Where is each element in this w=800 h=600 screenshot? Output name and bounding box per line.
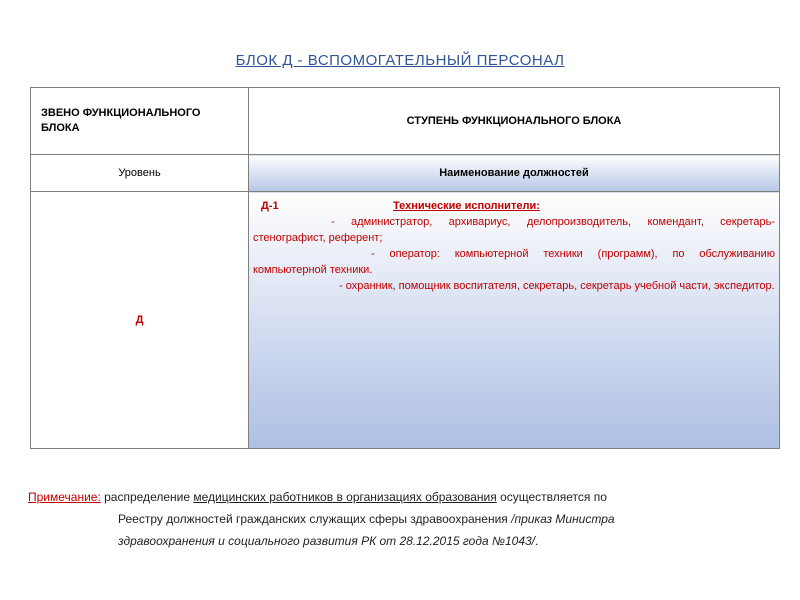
header-cell-stage: СТУПЕНЬ ФУНКЦИОНАЛЬНОГО БЛОКА [249,88,780,155]
positions-table [30,87,780,449]
table-header-row [31,88,780,155]
note-label: Примечание: [28,490,101,504]
note-text: осуществляется по [496,490,607,504]
footnote [28,486,768,552]
note-text: здравоохранения и социального развития РК от 28.12.2015 года №1043/ [118,534,535,548]
level-cell: Д [31,192,249,449]
group-title: Технические исполнители: [393,200,540,212]
table-subheader-row [31,155,780,192]
note-text: Реестру должностей гражданских служащих сферы здравоохранения [118,512,508,526]
note-line-2 [28,508,768,530]
group-code: Д-1 [261,200,279,212]
note-line-3 [28,530,768,552]
subheader-cell-level: Уровень [31,155,249,192]
note-text: распределение [100,490,194,504]
table-row [31,192,780,449]
positions-cell [249,192,780,449]
header-cell-unit: ЗВЕНО ФУНКЦИОНАЛЬНОГО БЛОКА [31,88,249,155]
group-heading [253,198,775,214]
positions-item: - оператор: компьютерной техники (программ), по обслуживанию компьютерной техники. [253,248,775,276]
positions-item: - администратор, архивариус, делопроизводитель, комендант, секретарь-стенографист, референт; [253,216,775,244]
page-title: БЛОК Д - ВСПОМОГАТЕЛЬНЫЙ ПЕРСОНАЛ [235,52,565,69]
note-text: /приказ Министра [507,512,615,526]
note-link-text: медицинских работников в организациях образования [193,490,497,504]
positions-item: - охранник, помощник воспитателя, секретарь, секретарь учебной части, экспедитор. [339,280,775,292]
subheader-cell-positions: Наименование должностей [249,155,780,192]
note-text: . [535,534,539,548]
